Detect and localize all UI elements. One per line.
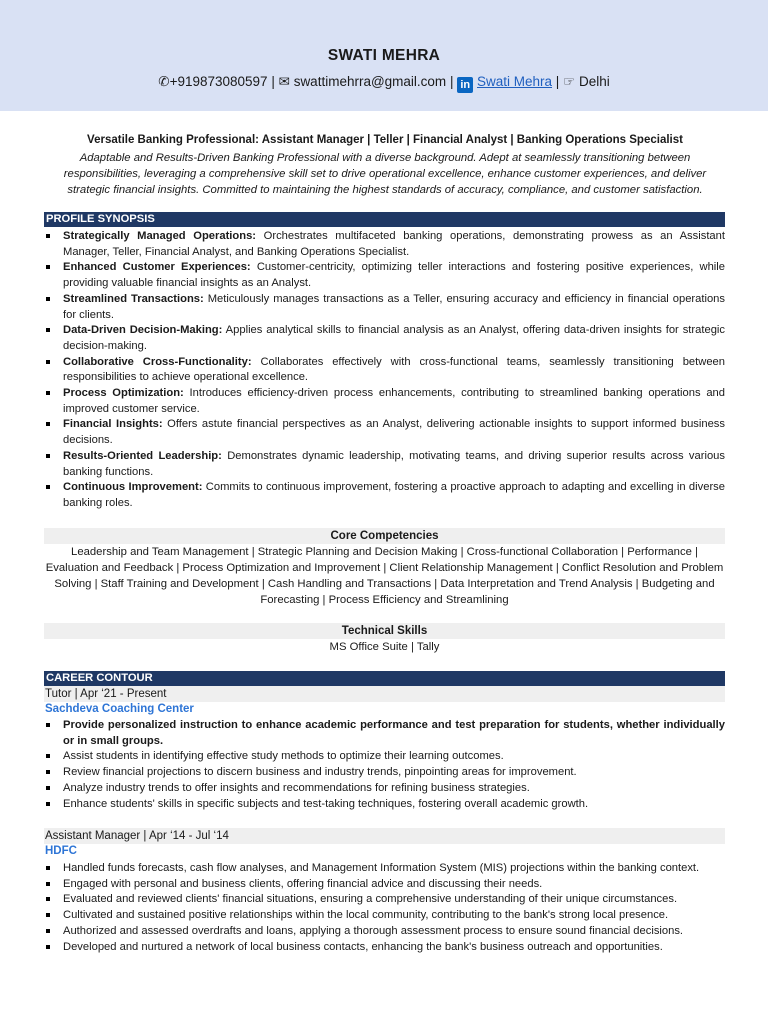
item-text: Meticulously manages transactions as a Teller, ensuring accuracy and efficiency in financial operations for clients. xyxy=(63,292,726,321)
linkedin-icon[interactable]: in xyxy=(457,77,473,93)
item-label: Streamlined Transactions: xyxy=(63,292,204,305)
list-item xyxy=(44,480,725,511)
hand-pointer-icon: ☞ xyxy=(563,74,576,89)
technical-skills-text: MS Office Suite | Tally xyxy=(329,641,440,653)
core-competencies-text: Leadership and Team Management | Strategic Planning and Decision Making | Cross-functional Collaboration | Performance | Evaluation and Feedback | Process Optimization and Improvement | Client Relationship Management | Conflict Resolution and Problem Solving | Staff Training and Development | Cash Handling and Transactions | Data Interpretation and Trend Analysis | Budgeting and Forecasting | Process Efficiency and Streamlining xyxy=(45,546,724,606)
item-label: Collaborative Cross-Functionality: xyxy=(63,355,252,368)
email-address[interactable]: swattimehrra@gmail.com xyxy=(293,74,447,89)
phone-number: +919873080597 xyxy=(169,74,268,89)
list-item xyxy=(44,229,725,260)
list-item: Cultivated and sustained positive relationships within the local community, contributing to the bank's strong local presence. xyxy=(44,908,725,924)
item-label: Data-Driven Decision-Making: xyxy=(63,324,223,337)
list-item xyxy=(44,449,725,480)
technical-skills-title: Technical Skills xyxy=(44,623,725,639)
item-label: Results-Oriented Leadership: xyxy=(63,449,222,462)
header-band xyxy=(0,0,768,111)
item-text: Demonstrates dynamic leadership, motivating teams, and driving superior results across various banking functions. xyxy=(63,449,725,478)
list-item: Assist students in identifying effective study methods to optimize their learning outcomes. xyxy=(44,749,725,765)
job-role: Tutor | Apr ‘21 - Present xyxy=(44,686,725,702)
phone-icon: ✆ xyxy=(158,74,170,89)
item-text: Introduces efficiency-driven process enhancements, contributing to streamlined banking operations and improved customer service. xyxy=(63,387,725,415)
separator: | xyxy=(555,74,560,89)
envelope-icon: ✉ xyxy=(278,74,290,89)
item-label: Continuous Improvement: xyxy=(63,481,203,494)
item-label: Strategically Managed Operations: xyxy=(63,230,257,242)
job-duties-list xyxy=(44,861,725,955)
linkedin-link[interactable]: Swati Mehra xyxy=(477,74,553,89)
list-item: Enhance students' skills in specific subjects and test-taking techniques, fostering overall academic growth. xyxy=(44,797,725,813)
job-role: Assistant Manager | Apr ‘14 - Jul ‘14 xyxy=(44,828,725,844)
list-item xyxy=(44,323,725,354)
job-organization: Sachdeva Coaching Center xyxy=(45,703,194,715)
item-text: Customer-centricity, optimizing teller interactions and fostering positive experiences, while providing valuable financial insights as an Analyst. xyxy=(63,261,725,290)
item-text: Offers astute financial perspectives as an Analyst, delivering actionable insights to support informed business decisions. xyxy=(63,418,725,447)
item-text: Applies analytical skills to financial analysis as an Analyst, offering data-driven insights for strategic decision-making. xyxy=(63,324,725,352)
list-item: Handled funds forecasts, cash flow analyses, and Management Information System (MIS) projections within the banking context. xyxy=(44,861,725,877)
list-item xyxy=(44,386,725,417)
location: Delhi xyxy=(578,74,610,89)
item-label: Process Optimization: xyxy=(63,387,184,400)
contact-line xyxy=(0,74,768,93)
list-item: Provide personalized instruction to enhance academic performance and test preparation for students, whether individually or in small groups. xyxy=(44,718,725,749)
candidate-name: SWATI MEHRA xyxy=(327,47,441,64)
summary: Adaptable and Results-Driven Banking Professional with a diverse background. Adept at seamlessly transitioning between responsibilities, leveraging a comprehensive skill set to drive operational excellence, enhance customer experiences, and deliver strategic financial insights. Committed to maintaining the highest standards of accuracy, compliance, and customer satisfaction. xyxy=(63,152,707,196)
item-text: Collaborates effectively with cross-functional teams, seamlessly transitioning between responsibilities to achieve operational excellence. xyxy=(63,355,725,384)
list-item: Engaged with personal and business clients, offering financial advice and discussing their needs. xyxy=(44,877,725,893)
list-item: Authorized and assessed overdrafts and loans, applying a thorough assessment process to ensure sound financial decisions. xyxy=(44,924,725,940)
item-label: Financial Insights: xyxy=(63,418,163,431)
list-item xyxy=(44,417,725,448)
list-item xyxy=(44,260,725,291)
list-item: Analyze industry trends to offer insights and recommendations for refining business strategies. xyxy=(44,781,725,797)
section-header-profile: PROFILE SYNOPSIS xyxy=(44,212,725,227)
item-label: Enhanced Customer Experiences: xyxy=(63,261,251,274)
list-item: Evaluated and reviewed clients' financial situations, ensuring a comprehensive understanding of their unique circumstances. xyxy=(44,892,725,908)
section-header-career: CAREER CONTOUR xyxy=(44,671,725,686)
job-duties-list xyxy=(44,718,725,812)
item-text: Orchestrates multifaceted banking operations, demonstrating prowess as an Assistant Manager, Teller, Financial Analyst, and Banking Operations Specialist. xyxy=(63,230,725,258)
list-item: Developed and nurtured a network of local business contacts, enhancing the bank's business outreach and opportunities. xyxy=(44,940,725,956)
headline: Versatile Banking Professional: Assistant Manager | Teller | Financial Analyst | Banking Operations Specialist xyxy=(87,134,683,146)
item-text: Commits to continuous improvement, fostering a proactive approach to adapting and excelling in diverse banking roles. xyxy=(63,481,725,509)
list-item: Review financial projections to discern business and industry trends, pinpointing areas for improvement. xyxy=(44,765,725,781)
job-organization: HDFC xyxy=(45,845,77,857)
separator: | xyxy=(449,74,454,89)
separator: | xyxy=(271,74,275,89)
profile-list xyxy=(44,229,725,512)
core-competencies-title: Core Competencies xyxy=(44,528,725,544)
list-item xyxy=(44,292,725,323)
list-item xyxy=(44,355,725,386)
